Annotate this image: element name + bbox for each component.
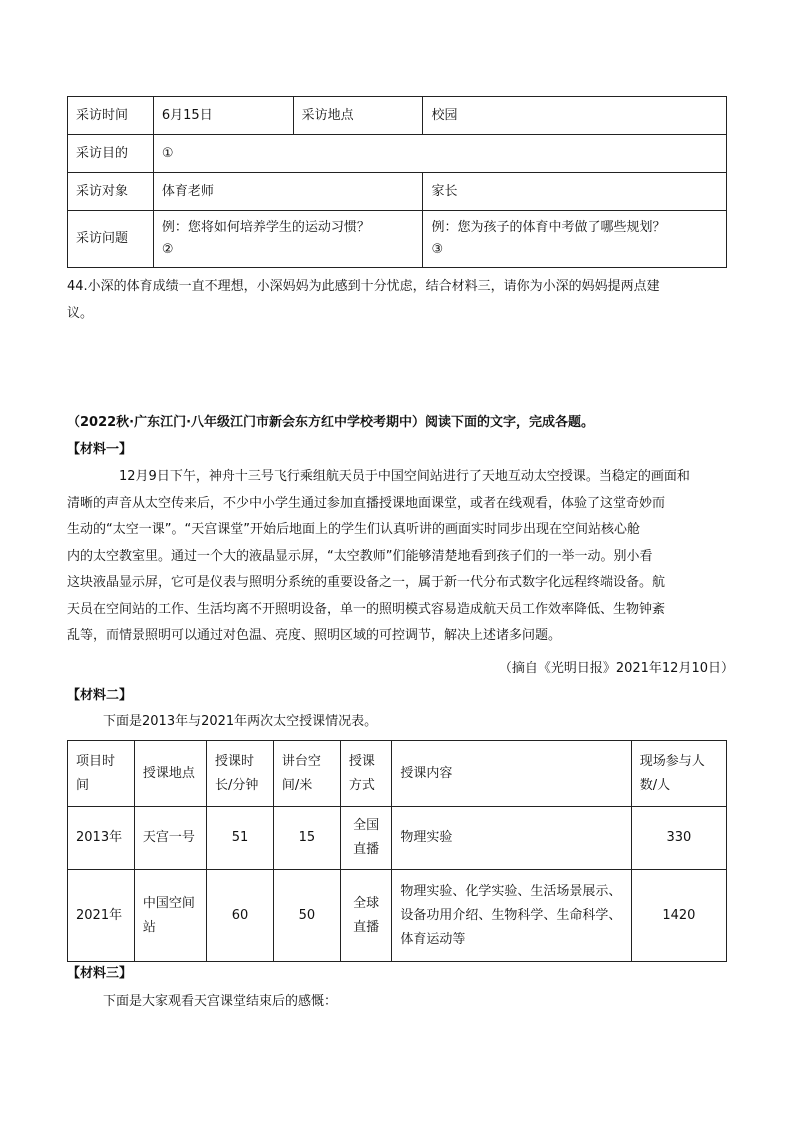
material1-line: 乱等，而情景照明可以通过对色温、亮度、照明区域的可控调节，解决上述诸多问题。: [67, 628, 562, 643]
material1-line: 内的太空教室里。通过一个大的液晶显示屏，“太空教师”们能够清楚地看到孩子们的一举一动。别小看: [67, 548, 653, 564]
table-cell: 2013年: [68, 807, 135, 870]
purpose-value: ①: [153, 135, 726, 173]
section-source: （2022秋·广东江门·八年级江门市新会东方红中学校考期中）阅读下面的文字，完成各题。: [67, 415, 595, 430]
table-cell: 天宫一号: [134, 807, 206, 870]
header-cell: 授课内容: [392, 741, 631, 807]
purpose-label: 采访目的: [68, 135, 154, 173]
table-cell: 60: [207, 870, 274, 962]
table-row: [68, 173, 727, 211]
material1-title: 【材料一】: [67, 442, 133, 457]
question-teacher-blank: ②: [161, 242, 174, 257]
header-cell: 授课时长/分钟: [207, 741, 274, 807]
table-cell: 物理实验、化学实验、生活场景展示、设备功用介绍、生物科学、生命科学、体育运动等: [392, 870, 631, 962]
material1-line: 这块液晶显示屏，它可是仪表与照明分系统的重要设备之一，属于新一代分布式数字化远程终端设备。航: [67, 575, 666, 590]
question-44-line-1: 44.小深的体育成绩一直不理想，小深妈妈为此感到十分忧虑，结合材料三，请你为小深的妈妈提两点建: [67, 279, 660, 294]
header-cell: 现场参与人数/人: [631, 741, 726, 807]
table-cell: 1420: [631, 870, 726, 962]
question-teacher: [153, 211, 423, 268]
table-cell: 全球直播: [340, 870, 391, 962]
interview-table: [67, 96, 727, 268]
table-row: [68, 135, 727, 173]
lesson-table: [67, 740, 727, 962]
table-row: [68, 97, 727, 135]
time-label: 采访时间: [68, 97, 154, 135]
time-value: 6月15日: [153, 97, 293, 135]
question-parent-blank: ③: [431, 242, 444, 257]
material2-intro: 下面是2013年与2021年两次太空授课情况表。: [103, 714, 378, 729]
target-parent: 家长: [423, 173, 727, 211]
question-label: 采访问题: [68, 211, 154, 268]
material1-line: 12月9日下午，神舟十三号飞行乘组航天员于中国空间站进行了天地互动太空授课。当稳定的画面和: [119, 469, 690, 484]
table-header-row: [68, 741, 727, 807]
header-cell: 项目时间: [68, 741, 135, 807]
target-label: 采访对象: [68, 173, 154, 211]
material1-line: 生动的“太空一课”。“天宫课堂”开始后地面上的学生们认真听讲的画面实时同步出现在空间站核心舱: [67, 522, 640, 537]
material3-intro: 下面是大家观看天宫课堂结束后的感慨：: [103, 994, 338, 1009]
material3-title: 【材料三】: [67, 966, 133, 981]
place-value: 校园: [423, 97, 727, 135]
header-cell: 讲台空间/米: [273, 741, 340, 807]
material2-title: 【材料二】: [67, 688, 133, 703]
table-cell: 中国空间站: [134, 870, 206, 962]
table-cell: 330: [631, 807, 726, 870]
table-row: [68, 807, 727, 870]
place-label: 采访地点: [293, 97, 423, 135]
material1-line: 清晰的声音从太空传来后，不少中小学生通过参加直播授课地面课堂，或者在线观看，体验了这堂奇妙而: [67, 495, 666, 511]
question-44: [67, 274, 737, 327]
table-cell: 2021年: [68, 870, 135, 962]
table-cell: 物理实验: [392, 807, 631, 870]
table-cell: 全国直播: [340, 807, 391, 870]
material1-body: [67, 464, 737, 650]
table-row: [68, 211, 727, 268]
header-cell: 授课地点: [134, 741, 206, 807]
table-cell: 51: [207, 807, 274, 870]
question-teacher-example: 例：您将如何培养学生的运动习惯？: [161, 220, 370, 235]
table-cell: 50: [273, 870, 340, 962]
table-cell: 15: [273, 807, 340, 870]
table-row: [68, 870, 727, 962]
material1-source: （摘自《光明日报》2021年12月10日）: [498, 661, 734, 676]
material1-line: 天员在空间站的工作、生活均离不开照明设备，单一的照明模式容易造成航天员工作效率降低、生物钟紊: [67, 601, 666, 617]
header-cell: 授课方式: [340, 741, 391, 807]
question-parent-example: 例：您为孩子的体育中考做了哪些规划？: [431, 220, 666, 235]
question-parent: [423, 211, 727, 268]
question-44-line-2: 议。: [67, 305, 94, 321]
target-teacher: 体育老师: [153, 173, 423, 211]
